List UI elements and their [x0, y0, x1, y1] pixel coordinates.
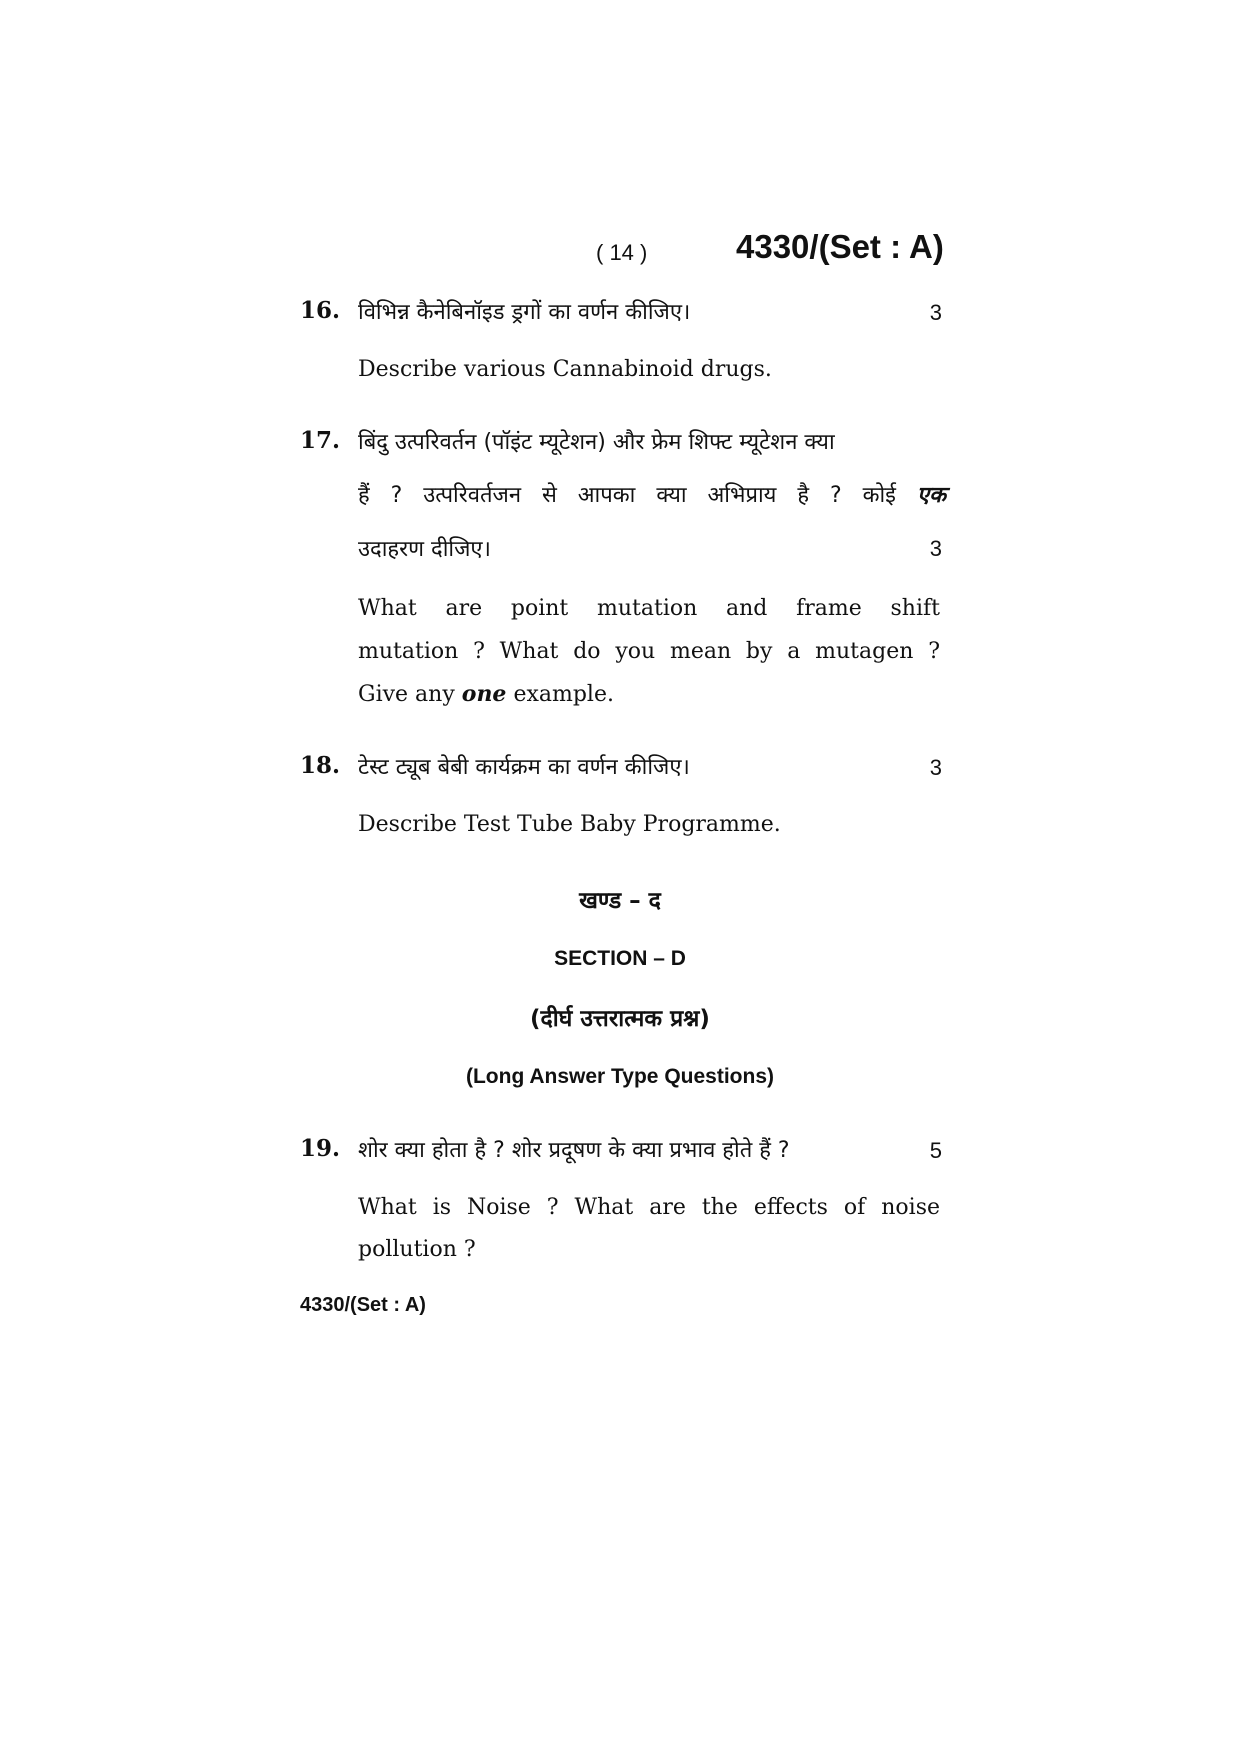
section-title-english: SECTION – D: [554, 947, 686, 970]
question-english-line-3: [358, 681, 940, 707]
question-number: 18.: [300, 752, 341, 779]
question-marks: 5: [929, 1138, 942, 1163]
question-number: 17.: [300, 427, 341, 454]
question-hindi-text: विभिन्न कैनेबिनॉइड ड्रगों का वर्णन कीजिए।: [358, 300, 691, 325]
question-hindi-line-2: [358, 479, 946, 509]
english-line-3-end: example.: [513, 682, 614, 707]
question-hindi-line-1: बिंदु उत्परिवर्तन (पॉइंट म्यूटेशन) और फ्रेम शिफ्ट म्यूटेशन क्या: [358, 430, 835, 455]
hindi-line-2-text: हैं ? उत्परिवर्तजन से आपका क्या अभिप्राय है ? कोई: [358, 483, 896, 508]
section-subtitle-hindi: (दीर्घ उत्तरात्मक प्रश्न): [530, 1006, 710, 1032]
question-number: 16.: [300, 297, 341, 324]
section-subtitle-english: (Long Answer Type Questions): [465, 1065, 775, 1088]
question-english-text: Describe Test Tube Baby Programme.: [358, 812, 781, 837]
question-english-line-2: mutation ? What do you mean by a mutagen ?: [358, 639, 940, 664]
question-hindi-line-3: उदाहरण दीजिए।: [358, 537, 491, 562]
question-marks: 3: [929, 755, 942, 780]
question-marks: 3: [929, 536, 942, 561]
english-line-3-start: Give any: [358, 682, 455, 707]
paper-code-header: 4330/(Set : A): [736, 228, 944, 265]
question-hindi-text: शोर क्या होता है ? शोर प्रदूषण के क्या प्रभाव होते हैं ?: [358, 1138, 790, 1163]
question-number: 19.: [300, 1135, 341, 1162]
question-english-line-1: What is Noise ? What are the effects of noise: [358, 1195, 940, 1220]
hindi-emphasis: एक: [916, 483, 946, 508]
question-english-line-1: What are point mutation and frame shift: [358, 596, 940, 621]
section-title-hindi: खण्ड – द: [579, 888, 661, 914]
question-hindi-text: टेस्ट ट्यूब बेबी कार्यक्रम का वर्णन कीजिए।: [358, 755, 690, 780]
page-number: ( 14 ): [596, 240, 648, 265]
question-marks: 3: [929, 300, 942, 325]
question-english-text: Describe various Cannabinoid drugs.: [358, 357, 772, 382]
english-emphasis: one: [461, 681, 507, 707]
paper-code-footer: 4330/(Set : A): [300, 1294, 426, 1316]
question-english-line-2: pollution ?: [358, 1237, 476, 1262]
